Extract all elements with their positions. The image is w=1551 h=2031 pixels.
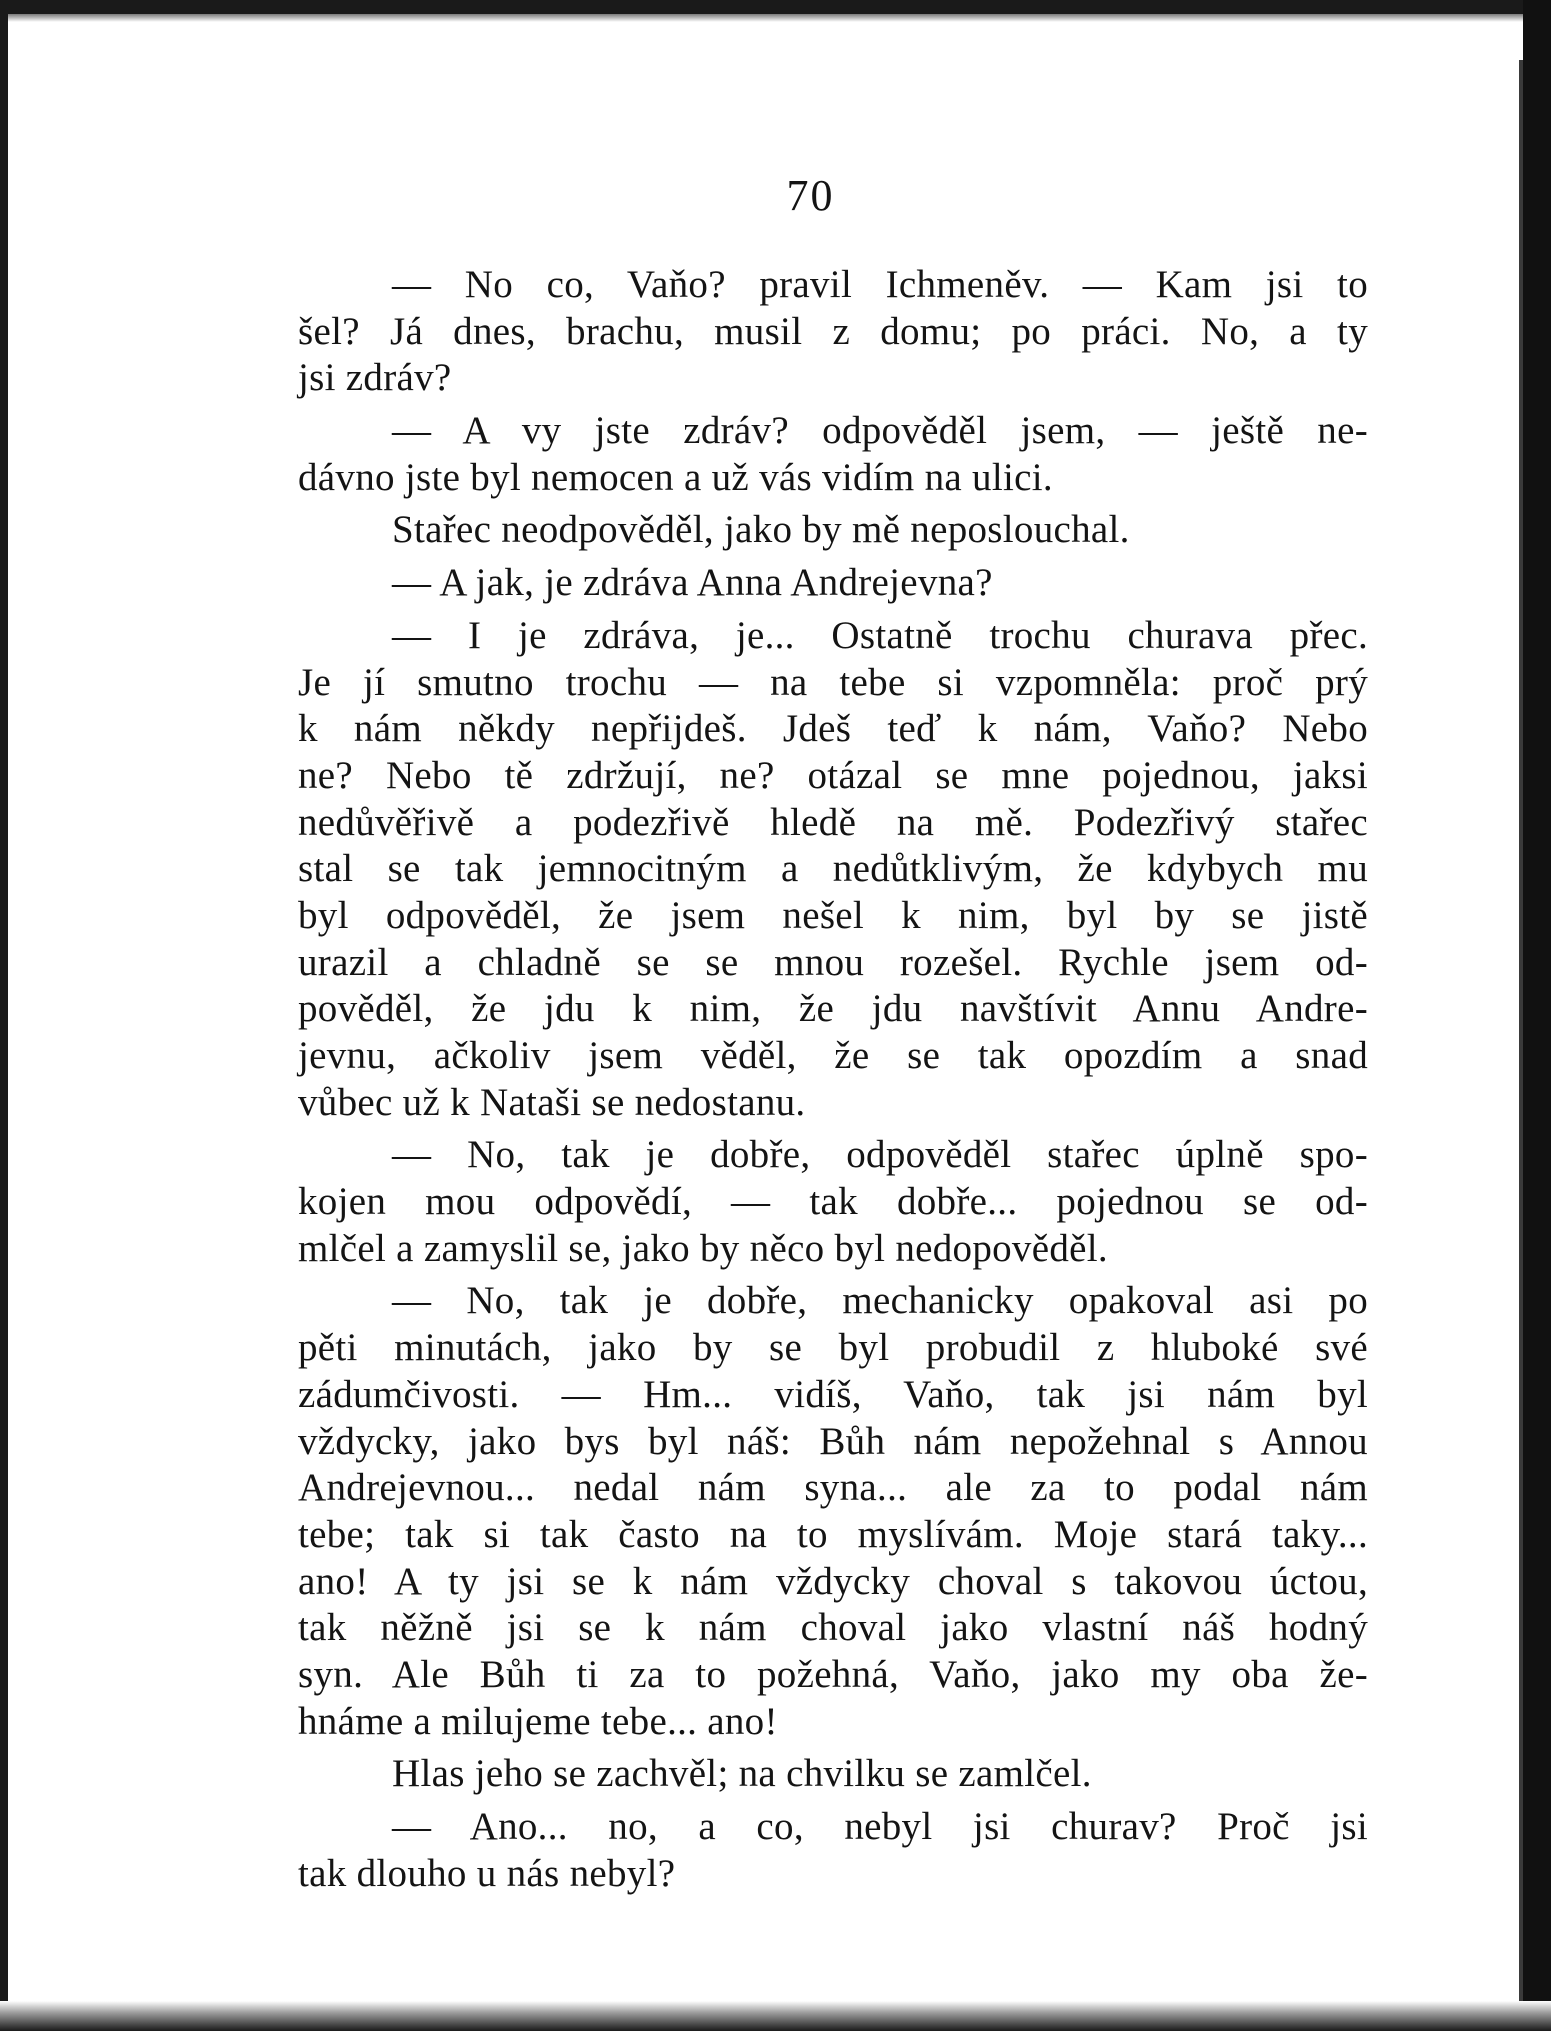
paragraph: [298, 1132, 1368, 1272]
text-line: ne? Nebo tě zdržují, ne? otázal se mne pojednou, jaksi: [298, 753, 1368, 797]
page-number: 70: [786, 171, 835, 220]
paragraph: [298, 408, 1368, 501]
text-line: jsi zdráv?: [298, 356, 452, 400]
text-line: Hlas jeho se zachvěl; na chvilku se zamlčel.: [392, 1752, 1092, 1796]
paragraph: [298, 1278, 1368, 1745]
text-line: — I je zdráva, je... Ostatně trochu churava přec.: [392, 613, 1368, 657]
text-line: pěti minutách, jako by se byl probudil z hluboké své: [298, 1326, 1368, 1370]
scan-border-bottom: [0, 2001, 1551, 2031]
text-line: ano! A ty jsi se k nám vždycky choval s takovou úctou,: [298, 1559, 1368, 1603]
text-line: dávno jste byl nemocen a už vás vidím na ulici.: [298, 455, 1053, 499]
paragraph: [298, 1751, 1368, 1798]
text-line: hnáme a milujeme tebe... ano!: [298, 1699, 778, 1743]
text-line: — No co, Vaňo? pravil Ichmeněv. — Kam jsi to: [392, 263, 1368, 306]
text-line: Je jí smutno trochu — na tebe si vzpomněla: proč prý: [298, 660, 1368, 704]
scan-border-left: [0, 0, 8, 2031]
text-line: stal se tak jemnocitným a nedůtklivým, že kdybych mu: [298, 847, 1368, 891]
text-line: vždycky, jako bys byl náš: Bůh nám nepožehnal s Annou: [298, 1419, 1368, 1463]
scan-shadow-top: [0, 14, 1551, 22]
text-line: k nám někdy nepřijdeš. Jdeš teď k nám, Vaňo? Nebo: [298, 707, 1368, 751]
text-line: tak dlouho u nás nebyl?: [298, 1851, 676, 1895]
text-line: vůbec už k Nataši se nedostanu.: [298, 1080, 806, 1124]
text-line: pověděl, že jdu k nim, že jdu navštívit Annu Andre-: [298, 987, 1368, 1031]
text-line: — Ano... no, a co, nebyl jsi churav? Proč jsi: [392, 1805, 1368, 1848]
text-line: tak něžně jsi se k nám choval jako vlastní náš hodný: [298, 1606, 1368, 1650]
text-line: jevnu, ačkoliv jsem věděl, že se tak opozdím a snad: [298, 1034, 1368, 1077]
paragraph: [298, 1804, 1368, 1897]
text-line: kojen mou odpovědí, — tak dobře... pojednou se od-: [298, 1180, 1368, 1224]
text-line: nedůvěřivě a podezřivě hledě na mě. Podezřivý stařec: [298, 800, 1368, 844]
text-line: tebe; tak si tak často na to myslívám. Moje stará taky...: [298, 1512, 1368, 1556]
text-line: Stařec neodpověděl, jako by mě neposlouchal.: [392, 508, 1130, 552]
text-line: urazil a chladně se se mnou rozešel. Rychle jsem od-: [298, 940, 1368, 984]
text-line: Andrejevnou... nedal nám syna... ale za to podal nám: [298, 1466, 1368, 1510]
paragraph-gap: [298, 1897, 1368, 1903]
paragraph: [298, 560, 1368, 607]
text-line: zádumčivosti. — Hm... vidíš, Vaňo, tak jsi nám byl: [298, 1372, 1368, 1416]
paragraph: [298, 507, 1368, 554]
text-line: — A jak, je zdráva Anna Andrejevna?: [392, 561, 993, 605]
body-text: [298, 262, 1368, 1903]
paragraph: [298, 262, 1368, 402]
text-line: — A vy jste zdráv? odpověděl jsem, — ještě ne-: [392, 409, 1368, 453]
text-line: — No, tak je dobře, odpověděl stařec úplně spo-: [392, 1133, 1368, 1177]
scan-border-right: [1523, 0, 1551, 2031]
text-line: mlčel a zamyslil se, jako by něco byl nedopověděl.: [298, 1226, 1108, 1270]
paragraph: [298, 613, 1368, 1127]
text-line: šel? Já dnes, brachu, musil z domu; po práci. No, a ty: [298, 309, 1368, 353]
scan-border-top: [0, 0, 1551, 14]
text-line: syn. Ale Bůh ti za to požehná, Vaňo, jako my oba že-: [298, 1652, 1368, 1696]
text-line: — No, tak je dobře, mechanicky opakoval asi po: [392, 1279, 1368, 1323]
text-line: byl odpověděl, že jsem nešel k nim, byl by se jistě: [298, 893, 1368, 937]
